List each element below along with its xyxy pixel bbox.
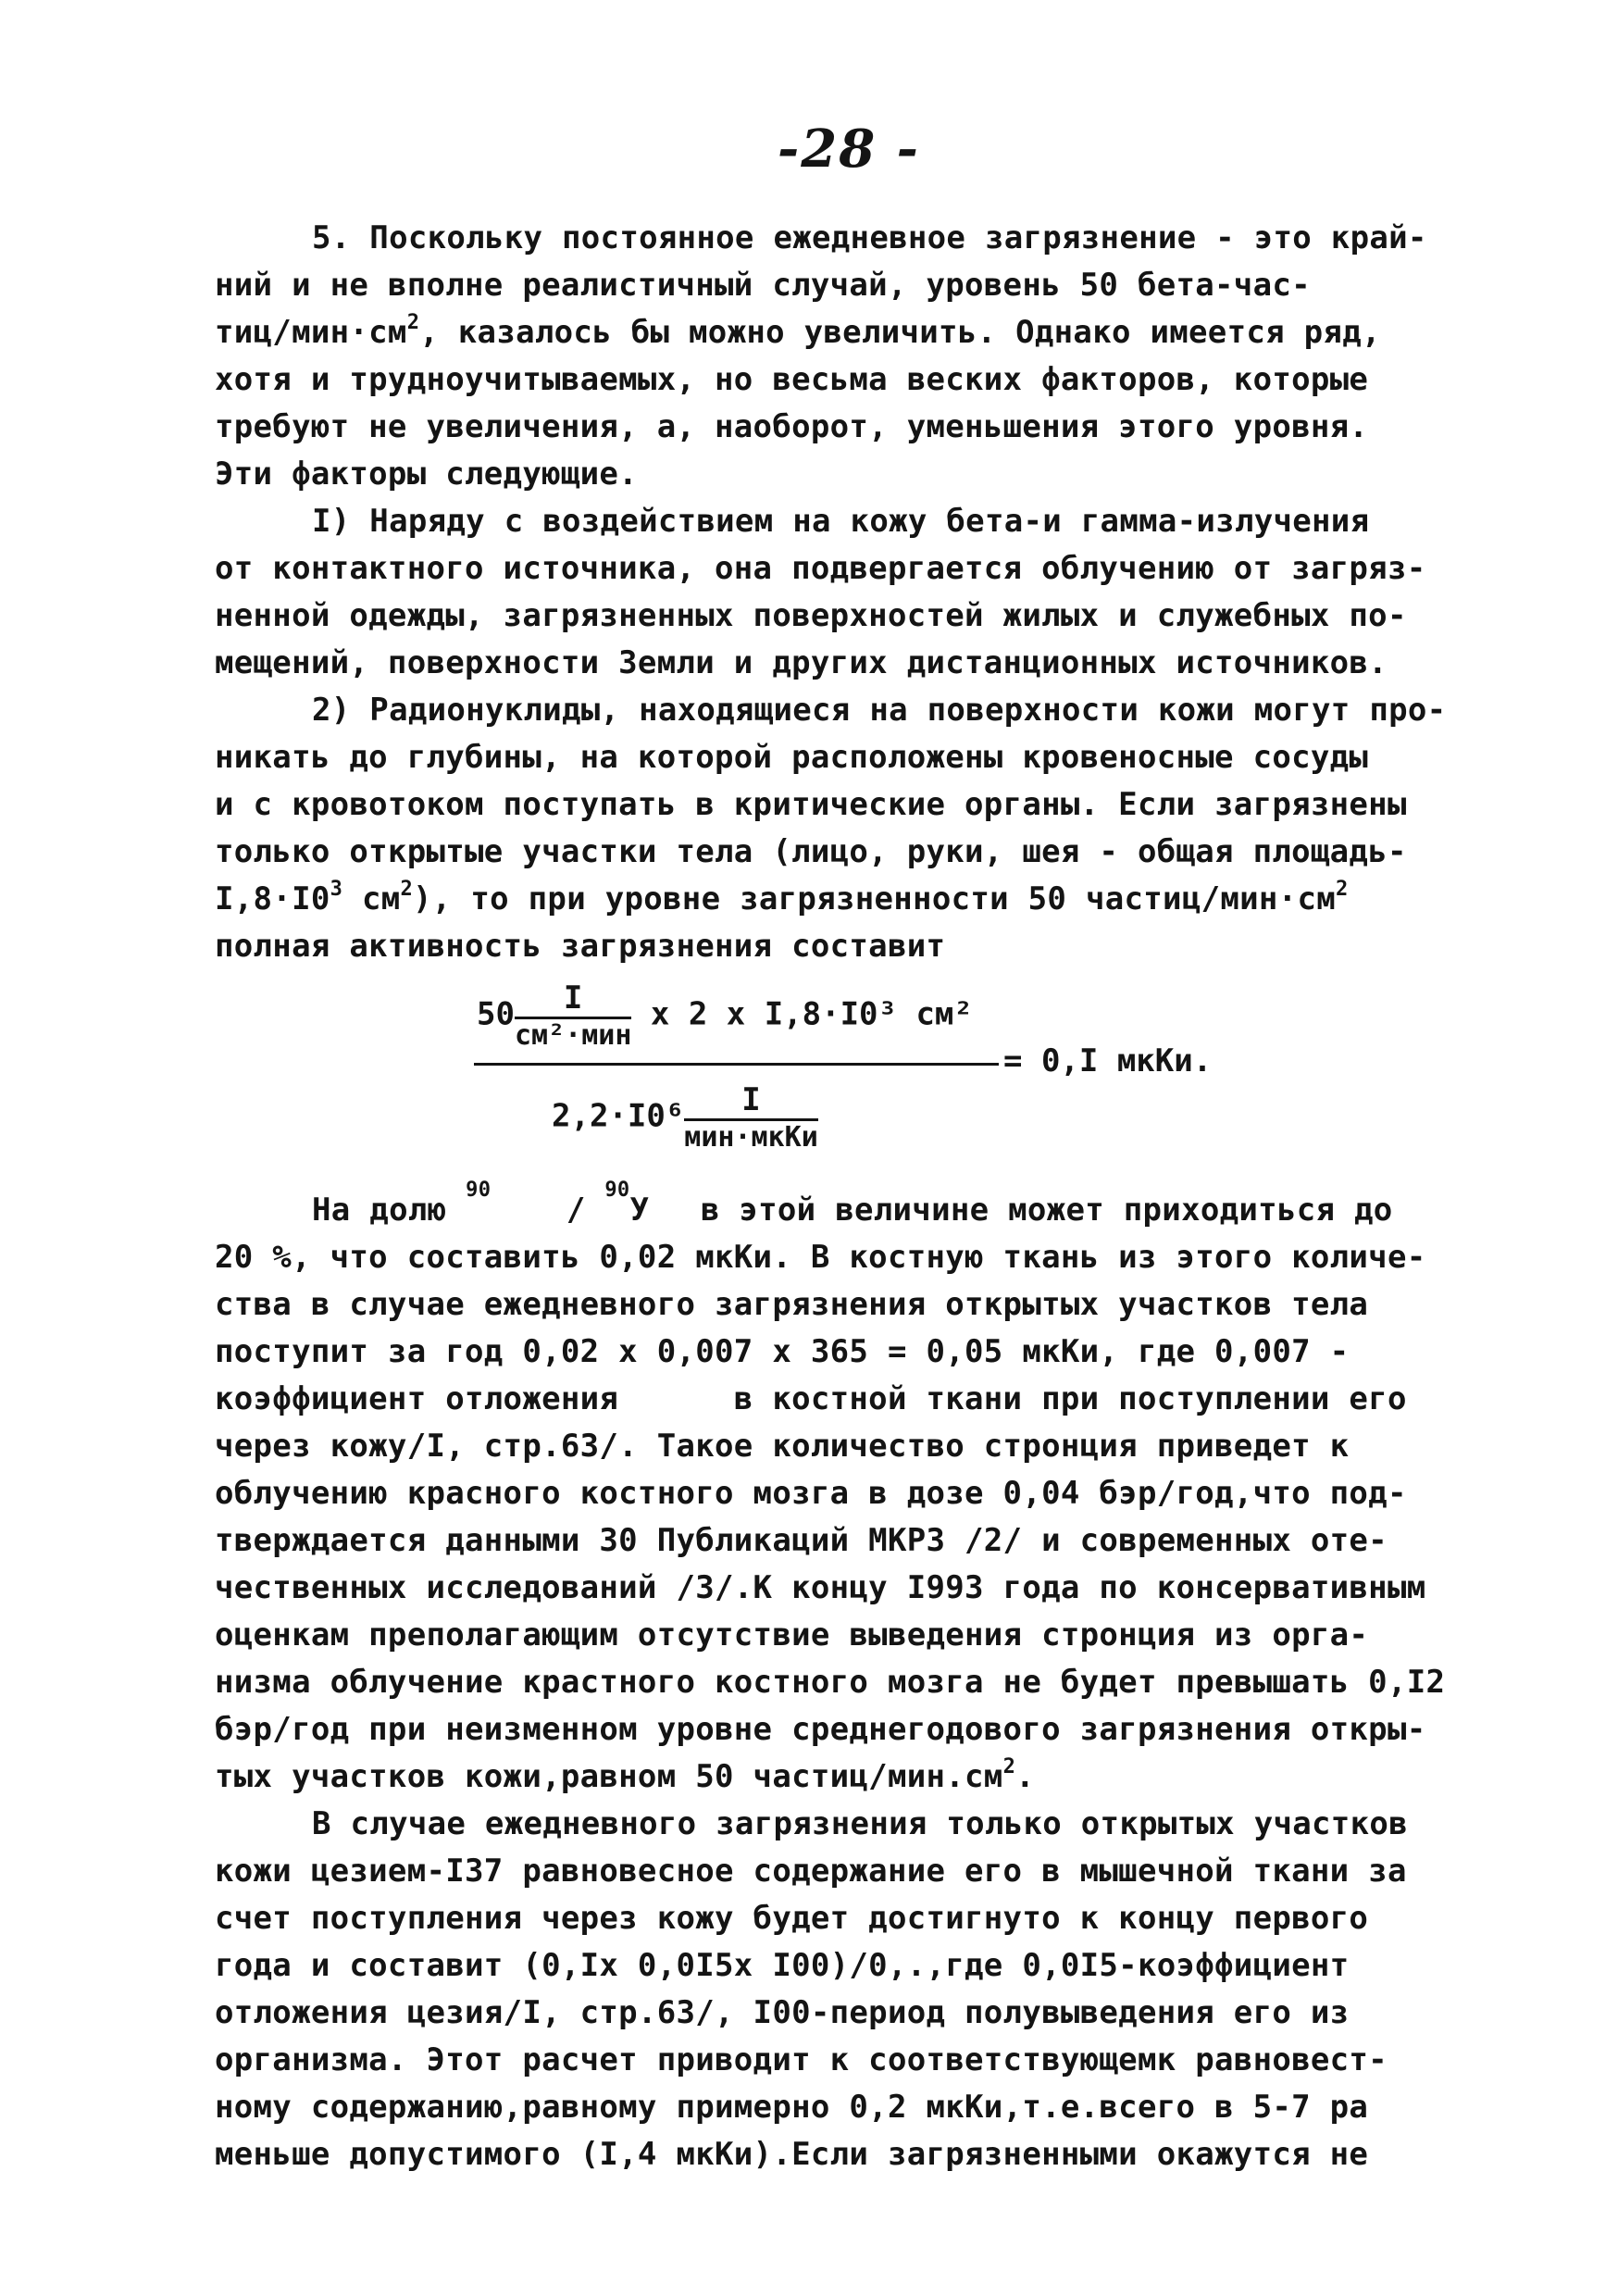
text-line: тиц/$мин\cdot см^2$, казалось бы можно увеличить. Однако имеется ряд, bbox=[215, 310, 1381, 351]
paragraph-4 bbox=[215, 1178, 1446, 1801]
formula-main-fraction-bar bbox=[474, 1063, 999, 1066]
text-line: коэффициент отложения в костной ткани при поступлении его bbox=[215, 1380, 1407, 1417]
formula-den-fraction: $\frac{I}{\text{мин·мкКи}}$ bbox=[684, 1081, 818, 1154]
text-line: В случае ежедневного загрязнения только открытых участков bbox=[312, 1805, 1408, 1842]
text-line: ства в случае ежедневного загрязнения открытых участков тела bbox=[215, 1286, 1369, 1323]
text-line: меньше допустимого (I,4 мкКи).Если загрязненными окажутся не bbox=[215, 2136, 1369, 2173]
text-line: года и составит (0,Iх 0,0I5х I00)/0,.,где 0,0I5-коэффициент bbox=[215, 1947, 1350, 1984]
text-line: Эти факторы следующие. bbox=[215, 455, 638, 493]
formula-num-fraction: $\frac{I}{\text{см²·мин}}$ bbox=[514, 980, 632, 1052]
text-line: низма облучение крастного костного мозга не будет превышать 0,I2 bbox=[215, 1664, 1446, 1701]
text-line: хотя и трудноучитываемых, но весьма веских факторов, которые bbox=[215, 361, 1369, 398]
text-line: мещений, поверхности Земли и других дистанционных источников. bbox=[215, 644, 1388, 681]
text-line: тых участков кожи,равном 50 частиц/$мин.см^2$. bbox=[215, 1754, 1035, 1795]
text-line: бэр/год при неизменном уровне среднегодового загрязнения откры- bbox=[215, 1711, 1426, 1748]
formula-numerator: 50 $\frac{I}{\text{см²·мин}}$ x 2 x I,8·I0³ см² bbox=[477, 980, 973, 1052]
text-line: ненной одежды, загрязненных поверхностей жилых и служебных по- bbox=[215, 597, 1407, 634]
text-line: тверждается данными 30 Публикаций МКРЗ /2/ и современных оте- bbox=[215, 1522, 1388, 1559]
text-line: требуют не увеличения, а, наоборот, уменьшения этого уровня. bbox=[215, 408, 1369, 445]
formula-result: = 0,I мкКи. bbox=[1003, 1042, 1213, 1079]
text-line: отложения цезия/I, стр.63/, I00-период полувыведения его из bbox=[215, 1994, 1350, 2031]
paragraph-1 bbox=[215, 215, 1427, 498]
text-line: I) Наряду с воздействием на кожу бета-и гамма-излучения bbox=[312, 503, 1370, 540]
text-line: ний и не вполне реалистичный случай, уровень 50 бета-час- bbox=[215, 267, 1311, 304]
text-line: поступит за год 0,02 х 0,007 х 365 = 0,05 мкКи, где 0,007 - bbox=[215, 1333, 1350, 1370]
text-line: полная активность загрязнения составит bbox=[215, 928, 946, 965]
text-line: только открытые участки тела (лицо, руки, шея - общая площадь- bbox=[215, 833, 1407, 870]
text-line: и с кровотоком поступать в критические органы. Если загрязнены bbox=[215, 786, 1407, 823]
text-line: оценкам преполагающим отсутствие выведения стронция из орга- bbox=[215, 1616, 1369, 1653]
text-line: 20 %, что составить 0,02 мкКи. В костную ткань из этого количе- bbox=[215, 1239, 1426, 1276]
formula-denominator: 2,2·I0⁶ $\frac{I}{\text{мин·мкКи}}$ bbox=[552, 1081, 818, 1154]
paragraph-3 bbox=[215, 687, 1447, 970]
text-line: 5. Поскольку постоянное ежедневное загрязнение - это край- bbox=[312, 219, 1427, 256]
paragraph-5 bbox=[215, 1801, 1418, 2178]
text-line: никать до глубины, на которой расположены кровеносные сосуды bbox=[215, 739, 1369, 776]
text-line: ному содержанию,равному примерно 0,2 мкКи,т.е.всего в 5-7 ра bbox=[215, 2089, 1369, 2126]
text-line: от контактного источника, она подвергается облучению от загряз- bbox=[215, 550, 1426, 587]
text-line: $I,8\cdot I0^3$ $см^2$), то при уровне загрязненности 50 частиц/$мин\cdot см^2$ bbox=[215, 877, 1349, 917]
activity-formula bbox=[215, 980, 1418, 1165]
paragraph-2 bbox=[215, 498, 1426, 687]
page-number: -28 - bbox=[778, 119, 920, 180]
text-line: 2) Радионуклиды, находящиеся на поверхности кожи могут про- bbox=[312, 692, 1447, 729]
text-line: через кожу/I, стр.63/. Такое количество стронция приведет к bbox=[215, 1428, 1350, 1465]
text-line: организма. Этот расчет приводит к соответствующемк равновест- bbox=[215, 2041, 1388, 2078]
text-line: облучению красного костного мозга в дозе 0,04 бэр/год,что под- bbox=[215, 1475, 1407, 1512]
text-line: чественных исследований /3/.К концу I993 года по консервативным bbox=[215, 1569, 1426, 1606]
text-line: На долю $^{90}$ / $^{90}$У в этой величине может приходиться до bbox=[312, 1178, 1393, 1229]
text-line: счет поступления через кожу будет достигнуто к концу первого bbox=[215, 1900, 1369, 1937]
text-line: кожи цезием-I37 равновесное содержание его в мышечной ткани за bbox=[215, 1853, 1407, 1890]
